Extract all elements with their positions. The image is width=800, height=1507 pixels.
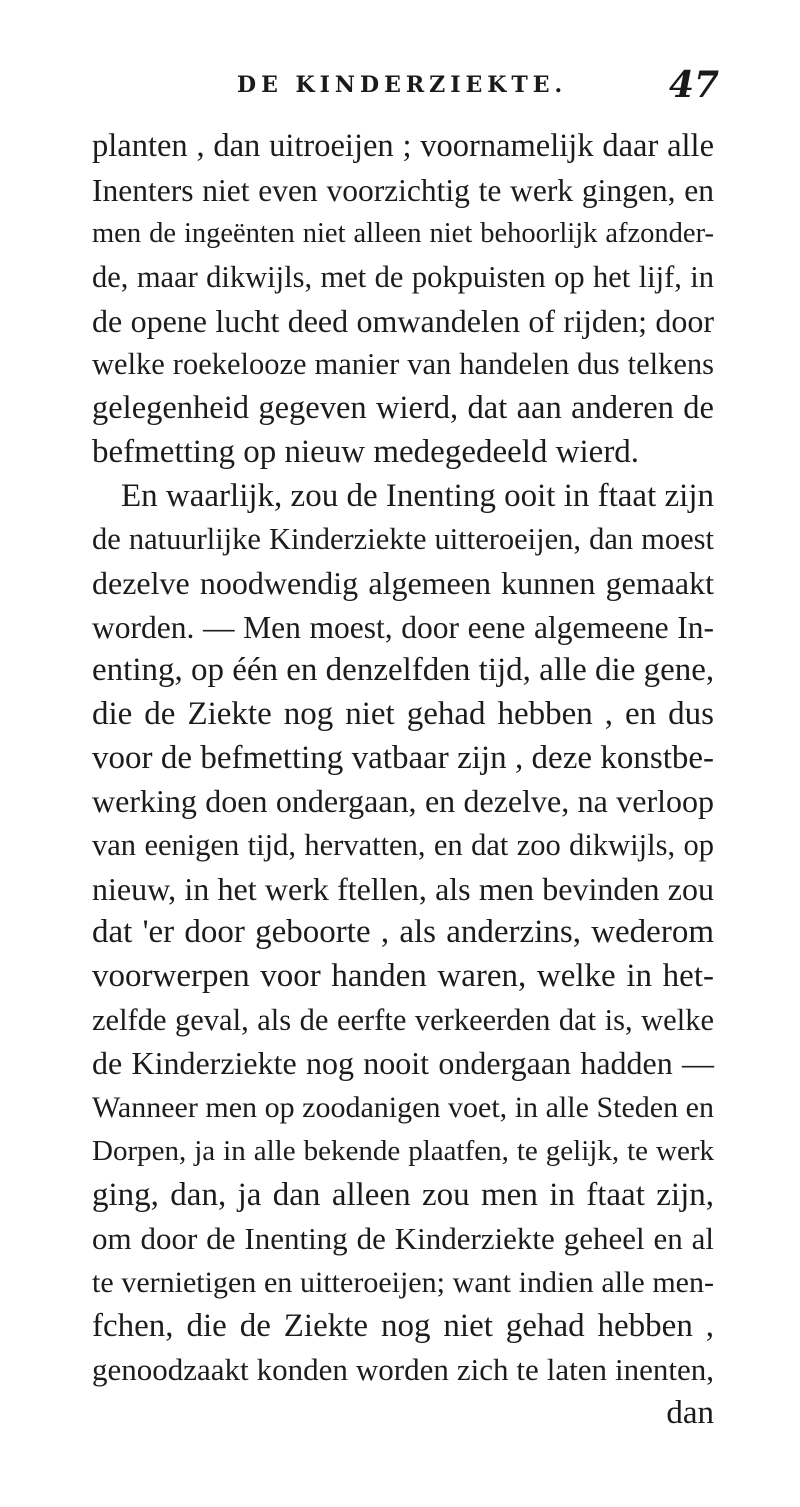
- text-line: Inenters niet even voorzichtig te werk gingen, en: [92, 172, 714, 208]
- text-line: om door de Inenting de Kinderziekte geheel en al: [92, 1221, 714, 1257]
- text-line: de opene lucht deed omwandelen of rijden; door: [92, 302, 714, 339]
- running-title: DE KINDERZIEKTE.: [237, 72, 568, 98]
- text-line: die de Ziekte nog niet gehad hebben , en dus: [92, 695, 714, 732]
- text-line: voor de befmetting vatbaar zijn , deze konstbe-: [92, 739, 714, 776]
- text-line: nieuw, in het werk ftellen, als men bevinden zou: [92, 870, 714, 907]
- text-line: welke roekelooze manier van handelen dus telkens: [92, 347, 714, 382]
- text-line: worden. — Men moest, door eene algemeene In-: [92, 609, 714, 645]
- text-line: zelfde geval, als de eerfte verkeerden dat is, welke: [92, 1002, 714, 1037]
- text-line: de Kinderziekte nog nooit ondergaan hadden —: [92, 1045, 714, 1082]
- text-line: men de ingeënten niet alleen niet behoorlijk afzonder-: [92, 218, 714, 250]
- text-line: te vernietigen en uitteroeijen; want indien alle men-: [92, 1265, 714, 1299]
- text-line: befmetting op nieuw medegedeeld wierd.: [92, 433, 640, 470]
- text-line: Dorpen, ja in alle bekende plaatfen, te gelijk, te werk: [92, 1134, 714, 1167]
- text-line: planten , dan uitroeijen ; voornamelijk daar alle: [92, 128, 714, 164]
- text-line: werking doen ondergaan, en dezelve, na verloop: [92, 783, 714, 820]
- text-line: gelegenheid gegeven wierd, dat aan anderen de: [92, 390, 714, 427]
- text-line: Wanneer men op zoodanigen voet, in alle Steden en: [92, 1091, 714, 1125]
- text-line: En waarlijk, zou de Inenting ooit in ftaat zijn: [121, 477, 714, 514]
- text-line: enting, op één en denzelfden tijd, alle die gene,: [92, 652, 715, 689]
- text-line: genoodzaakt konden worden zich te laten inenten,: [92, 1352, 714, 1388]
- running-head: [0, 62, 800, 122]
- body-text: [92, 125, 714, 1436]
- text-line: van eenigen tijd, hervatten, en dat zoo dikwijls, op: [92, 828, 714, 862]
- text-line: fchen, die de Ziekte nog niet gehad hebben ,: [92, 1307, 714, 1344]
- text-line: ging, dan, ja dan alleen zou men in ftaat zijn,: [92, 1176, 714, 1213]
- page-number: 47: [669, 64, 720, 106]
- text-line: de natuurlijke Kinderziekte uitteroeijen, dan moest: [92, 522, 714, 557]
- text-line: dat 'er door geboorte , als anderzins, wederom: [92, 914, 714, 951]
- text-line: dezelve noodwendig algemeen kunnen gemaakt: [92, 564, 714, 601]
- text-line: voorwerpen voor handen waren, welke in het-: [92, 958, 714, 995]
- text-line: de, maar dikwijls, met de pokpuisten op het lijf, in: [92, 260, 714, 295]
- catchword: dan: [666, 1394, 714, 1431]
